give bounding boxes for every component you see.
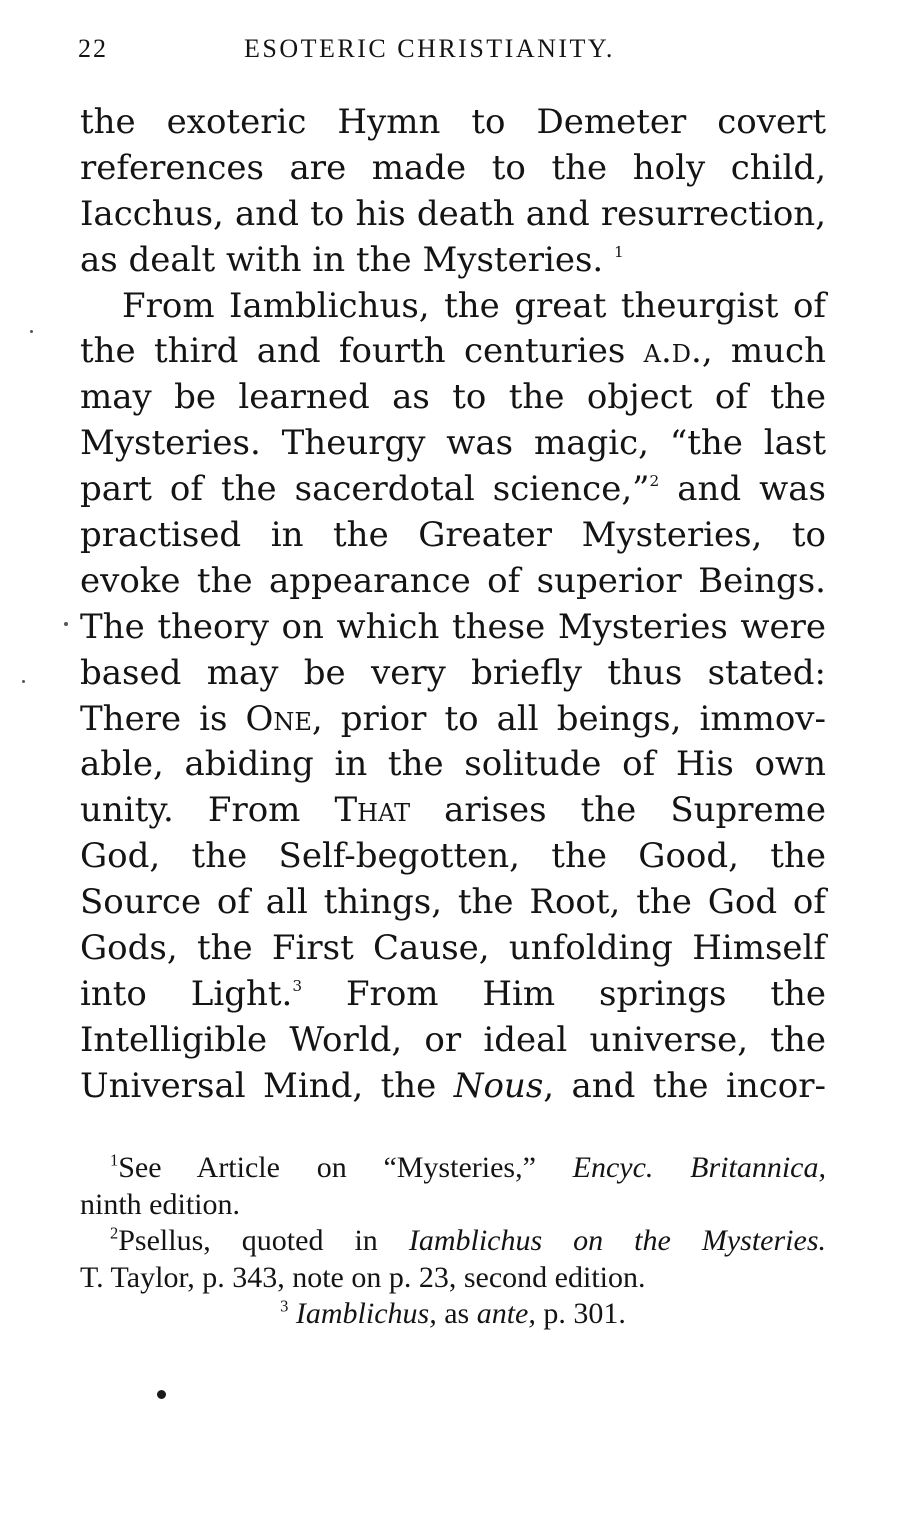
small-caps-one: One bbox=[245, 698, 312, 739]
text-span: unity. From bbox=[80, 790, 301, 831]
text-span: the exoteric Hymn to Demeter covert bbox=[80, 102, 826, 142]
running-head: ESOTERIC CHRISTIANITY. bbox=[244, 34, 615, 63]
ink-dot bbox=[157, 1390, 166, 1399]
margin-speck bbox=[22, 680, 25, 683]
text-span: the third and fourth centuries bbox=[80, 331, 626, 372]
footnote-2-cont bbox=[80, 1260, 826, 1297]
text-span: evoke the appearance of superior Beings. bbox=[80, 560, 826, 601]
text-line bbox=[80, 100, 826, 146]
margin-speck bbox=[30, 330, 33, 333]
text-line bbox=[80, 697, 826, 743]
text-line bbox=[80, 834, 826, 880]
text-span: references are made to the holy child, bbox=[80, 147, 826, 188]
text-span: Intelligible World, or ideal universe, the bbox=[80, 1019, 826, 1060]
text-span: , much bbox=[701, 331, 826, 372]
page-header bbox=[78, 34, 828, 68]
body-text bbox=[80, 100, 826, 1110]
footnotes bbox=[80, 1150, 826, 1333]
text-line bbox=[80, 651, 826, 697]
text-line bbox=[80, 329, 826, 375]
footnote-mark: 1 bbox=[110, 1150, 119, 1170]
text-line bbox=[80, 926, 826, 972]
text-span: Gods, the First Cause, unfolding Himself bbox=[80, 928, 826, 969]
text-line bbox=[80, 880, 826, 926]
text-span: From Him springs the bbox=[345, 973, 827, 1014]
italic-ante: ante, bbox=[476, 1297, 536, 1330]
text-line bbox=[80, 559, 826, 605]
italic-britannica: Britannica, bbox=[690, 1151, 826, 1184]
text-span: based may be very briefly thus stated: bbox=[80, 652, 826, 693]
text-span: , and the incor- bbox=[543, 1065, 826, 1106]
footnote-1-cont bbox=[80, 1187, 826, 1224]
text-span: Universal Mind, the bbox=[80, 1065, 437, 1106]
italic-title: Iamblichus on the Mysteries. bbox=[408, 1224, 826, 1257]
text-span: Mysteries. Theurgy was magic, “the last bbox=[80, 423, 826, 464]
footnote-text: Psellus, quoted in bbox=[118, 1224, 378, 1257]
footnote-2 bbox=[80, 1223, 826, 1260]
footnote-text: p. 301. bbox=[543, 1297, 626, 1330]
footnote-ref: 2 bbox=[649, 472, 660, 491]
text-line bbox=[80, 467, 826, 513]
small-caps-ad: a.d. bbox=[643, 331, 702, 372]
footnote-3 bbox=[80, 1296, 826, 1333]
text-span: Iacchus, and to his death and resurrection, bbox=[80, 193, 826, 234]
footnote-mark: 2 bbox=[110, 1223, 119, 1243]
text-line bbox=[80, 605, 826, 651]
text-span: as dealt with in the Mysteries. bbox=[80, 239, 604, 280]
footnote-mark: 3 bbox=[280, 1296, 289, 1316]
text-line bbox=[80, 742, 826, 788]
text-span: God, the Self-begotten, the Good, the bbox=[80, 836, 826, 877]
text-line bbox=[80, 421, 826, 467]
footnote-ref: 3 bbox=[292, 977, 303, 996]
paragraph-start bbox=[80, 284, 826, 330]
text-line bbox=[80, 238, 826, 284]
small-caps-that: That bbox=[334, 790, 411, 831]
text-span: able, abiding in the solitude of His own bbox=[80, 744, 826, 785]
italic-encyc: Encyc. bbox=[572, 1151, 654, 1184]
italic-iamblichus: Iamblichus, bbox=[295, 1297, 437, 1330]
text-line bbox=[80, 375, 826, 421]
text-line bbox=[80, 1018, 826, 1064]
text-span: may be learned as to the object of the bbox=[80, 377, 826, 418]
text-line bbox=[80, 1064, 826, 1110]
text-span: , prior to all beings, immov- bbox=[311, 698, 826, 739]
footnote-ref: 1 bbox=[614, 242, 624, 261]
text-span: practised in the Greater Mysteries, to bbox=[80, 515, 826, 556]
text-span: The theory on which these Mysteries were bbox=[80, 606, 826, 647]
text-line bbox=[80, 788, 826, 834]
text-span: There is bbox=[80, 698, 228, 739]
text-span: Source of all things, the Root, the God of bbox=[80, 882, 826, 923]
text-line bbox=[80, 513, 826, 559]
footnote-1 bbox=[80, 1150, 826, 1187]
italic-nous: Nous bbox=[453, 1065, 544, 1106]
text-span: and was bbox=[677, 469, 826, 510]
text-line bbox=[80, 146, 826, 192]
text-span: part of the sacerdotal science,” bbox=[80, 469, 650, 510]
footnote-span bbox=[110, 1224, 378, 1257]
footnote-text: T. Taylor, p. 343, note on p. 23, second edition. bbox=[80, 1260, 646, 1294]
text-span: arises the Supreme bbox=[444, 790, 827, 831]
footnote-text: See Article on “Mysteries,” bbox=[118, 1151, 536, 1184]
footnote-span bbox=[110, 1151, 536, 1184]
text-span: into Light. bbox=[80, 973, 293, 1014]
footnote-text: ninth edition. bbox=[80, 1187, 240, 1221]
page-number: 22 bbox=[78, 34, 108, 63]
margin-speck bbox=[64, 622, 68, 626]
text-line bbox=[80, 192, 826, 238]
footnote-text: as bbox=[444, 1297, 470, 1330]
text-span: From Iamblichus, the great theurgist of bbox=[122, 285, 826, 326]
text-line bbox=[80, 972, 826, 1018]
